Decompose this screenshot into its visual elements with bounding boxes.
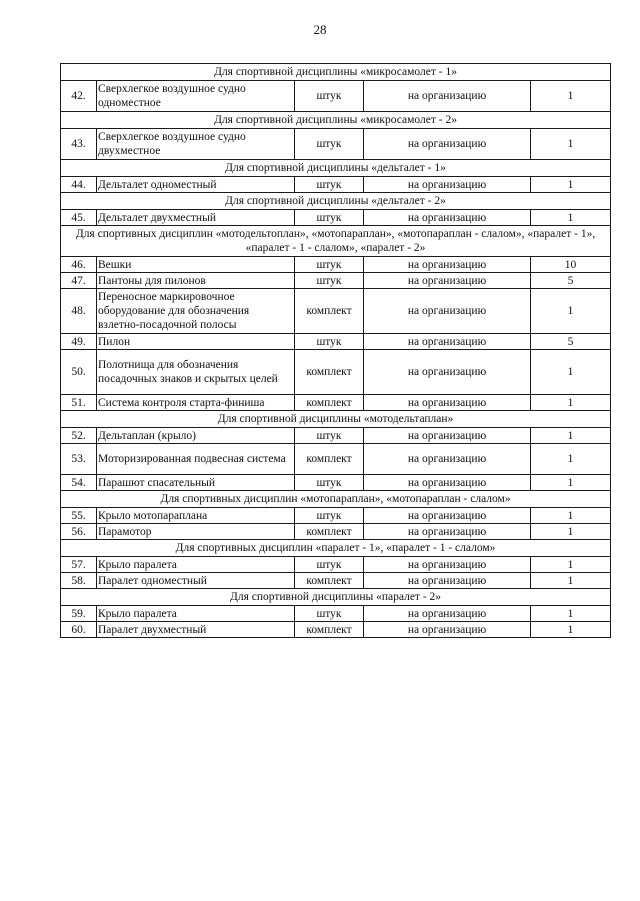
unit-of-measure: штук [295,273,364,289]
table-row [61,210,611,226]
quantity: 1 [531,444,611,475]
quantity: 1 [531,622,611,638]
unit-of-measure: штук [295,210,364,226]
item-name: Парашют спасательный [97,475,295,491]
equipment-table-body [61,64,611,638]
quantity: 5 [531,334,611,350]
section-header-row [61,112,611,129]
table-row [61,606,611,622]
row-number: 52. [61,428,97,444]
unit-of-measure: штук [295,475,364,491]
table-row [61,289,611,334]
table-row [61,508,611,524]
row-number: 45. [61,210,97,226]
quantity: 5 [531,273,611,289]
page-number: 28 [313,22,327,37]
item-name: Система контроля старта-финиша [97,395,295,411]
row-number: 55. [61,508,97,524]
section-title: Для спортивных дисциплин «мотодельтоплан», «мотопараплан», «мотопараплан - слалом», «паралет - 1», «паралет - 1 - слалом», «паралет - 2» [61,226,611,257]
item-name: Крыло паралета [97,606,295,622]
calculation-basis: на организацию [364,334,531,350]
calculation-basis: на организацию [364,210,531,226]
quantity: 1 [531,177,611,193]
unit-of-measure: штук [295,557,364,573]
item-name: Сверхлегкое воздушное судно одноместное [97,81,295,112]
calculation-basis: на организацию [364,524,531,540]
item-name: Вешки [97,257,295,273]
equipment-table [60,63,611,638]
calculation-basis: на организацию [364,395,531,411]
unit-of-measure: комплект [295,524,364,540]
quantity: 1 [531,395,611,411]
calculation-basis: на организацию [364,557,531,573]
row-number: 50. [61,350,97,395]
unit-of-measure: штук [295,257,364,273]
row-number: 43. [61,129,97,160]
section-title: Для спортивной дисциплины «дельталет - 2» [61,193,611,210]
section-header-row [61,160,611,177]
calculation-basis: на организацию [364,622,531,638]
section-title: Для спортивной дисциплины «дельталет - 1» [61,160,611,177]
row-number: 51. [61,395,97,411]
calculation-basis: на организацию [364,289,531,334]
table-row [61,428,611,444]
table-row [61,444,611,475]
quantity: 1 [531,428,611,444]
table-row [61,81,611,112]
table-row [61,257,611,273]
item-name: Сверхлегкое воздушное судно двухместное [97,129,295,160]
row-number: 47. [61,273,97,289]
row-number: 60. [61,622,97,638]
table-row [61,557,611,573]
section-header-row [61,589,611,606]
table-row [61,334,611,350]
quantity: 1 [531,129,611,160]
item-name: Пантоны для пилонов [97,273,295,289]
item-name: Крыло паралета [97,557,295,573]
item-name: Дельталет двухместный [97,210,295,226]
item-name: Моторизированная подвесная система [97,444,295,475]
calculation-basis: на организацию [364,273,531,289]
table-row [61,273,611,289]
section-title: Для спортивных дисциплин «паралет - 1», «паралет - 1 - слалом» [61,540,611,557]
unit-of-measure: комплект [295,444,364,475]
section-header-row [61,411,611,428]
section-title: Для спортивной дисциплины «паралет - 2» [61,589,611,606]
row-number: 58. [61,573,97,589]
row-number: 53. [61,444,97,475]
quantity: 1 [531,475,611,491]
calculation-basis: на организацию [364,606,531,622]
table-row [61,475,611,491]
table-row [61,177,611,193]
section-title: Для спортивной дисциплины «мотодельтаплан» [61,411,611,428]
table-row [61,524,611,540]
quantity: 10 [531,257,611,273]
item-name: Полотнища для обозначения посадочных знаков и скрытых целей [97,350,295,395]
unit-of-measure: штук [295,81,364,112]
item-name: Пилон [97,334,295,350]
section-title: Для спортивной дисциплины «микросамолет - 1» [61,64,611,81]
calculation-basis: на организацию [364,428,531,444]
unit-of-measure: комплект [295,350,364,395]
quantity: 1 [531,573,611,589]
calculation-basis: на организацию [364,81,531,112]
calculation-basis: на организацию [364,257,531,273]
item-name: Дельтаплан (крыло) [97,428,295,444]
row-number: 42. [61,81,97,112]
quantity: 1 [531,210,611,226]
section-header-row [61,491,611,508]
quantity: 1 [531,606,611,622]
table-row [61,622,611,638]
row-number: 59. [61,606,97,622]
row-number: 57. [61,557,97,573]
table-row [61,573,611,589]
row-number: 44. [61,177,97,193]
item-name: Крыло мотопараплана [97,508,295,524]
item-name: Паралет одноместный [97,573,295,589]
unit-of-measure: комплект [295,289,364,334]
section-header-row [61,226,611,257]
item-name: Парамотор [97,524,295,540]
row-number: 54. [61,475,97,491]
unit-of-measure: штук [295,428,364,444]
calculation-basis: на организацию [364,508,531,524]
item-name: Переносное маркировочное оборудование для обозначения взлетно-посадочной полосы [97,289,295,334]
section-title: Для спортивной дисциплины «микросамолет - 2» [61,112,611,129]
row-number: 56. [61,524,97,540]
unit-of-measure: комплект [295,622,364,638]
quantity: 1 [531,508,611,524]
calculation-basis: на организацию [364,350,531,395]
quantity: 1 [531,81,611,112]
unit-of-measure: комплект [295,573,364,589]
calculation-basis: на организацию [364,444,531,475]
calculation-basis: на организацию [364,177,531,193]
section-header-row [61,64,611,81]
unit-of-measure: комплект [295,395,364,411]
row-number: 49. [61,334,97,350]
item-name: Дельталет одноместный [97,177,295,193]
table-row [61,350,611,395]
quantity: 1 [531,557,611,573]
quantity: 1 [531,350,611,395]
unit-of-measure: штук [295,508,364,524]
unit-of-measure: штук [295,177,364,193]
item-name: Паралет двухместный [97,622,295,638]
section-header-row [61,193,611,210]
quantity: 1 [531,289,611,334]
row-number: 48. [61,289,97,334]
calculation-basis: на организацию [364,129,531,160]
unit-of-measure: штук [295,606,364,622]
calculation-basis: на организацию [364,475,531,491]
table-row [61,395,611,411]
unit-of-measure: штук [295,129,364,160]
section-title: Для спортивных дисциплин «мотопараплан», «мотопараплан - слалом» [61,491,611,508]
unit-of-measure: штук [295,334,364,350]
calculation-basis: на организацию [364,573,531,589]
section-header-row [61,540,611,557]
row-number: 46. [61,257,97,273]
quantity: 1 [531,524,611,540]
table-row [61,129,611,160]
